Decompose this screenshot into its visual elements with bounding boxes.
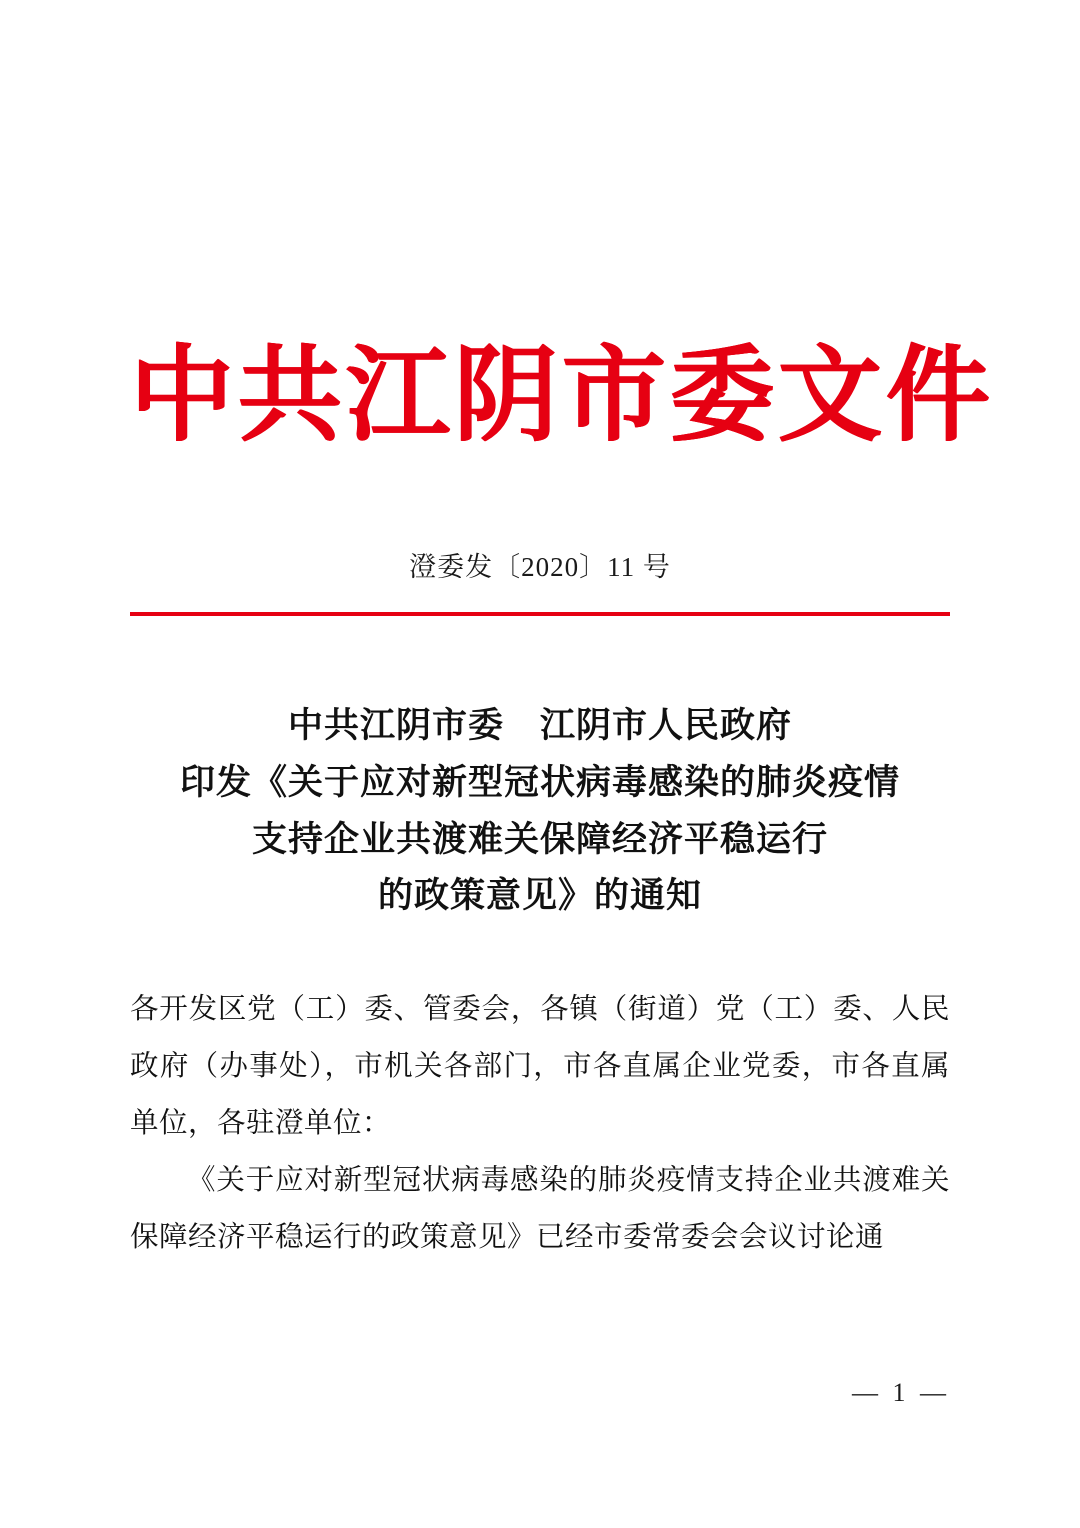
red-divider-rule (130, 612, 950, 616)
document-body (130, 981, 950, 1266)
body-paragraph-addressee: 各开发区党（工）委、管委会，各镇（街道）党（工）委、人民政府（办事处），市机关各部门，市各直属企业党委，市各直属单位，各驻澄单位： (130, 993, 950, 1139)
document-title-line: 中共江阴市委 江阴市人民政府 (287, 706, 792, 746)
page-number: — 1 — (852, 1378, 950, 1407)
body-paragraph: 《关于应对新型冠状病毒感染的肺炎疫情支持企业共渡难关保障经济平稳运行的政策意见》已经市委常委会会议讨论通 (130, 1164, 950, 1253)
document-title (130, 698, 950, 925)
document-title-line: 的政策意见》的通知 (377, 876, 702, 916)
document-number: 澄委发〔2020〕11 号 (409, 552, 671, 583)
document-title-line: 支持企业共渡难关保障经济平稳运行 (251, 819, 828, 859)
masthead (130, 0, 995, 456)
masthead-title: 中共江阴市委文件 (130, 333, 995, 456)
document-title-line: 印发《关于应对新型冠状病毒感染的肺炎疫情 (179, 762, 900, 802)
